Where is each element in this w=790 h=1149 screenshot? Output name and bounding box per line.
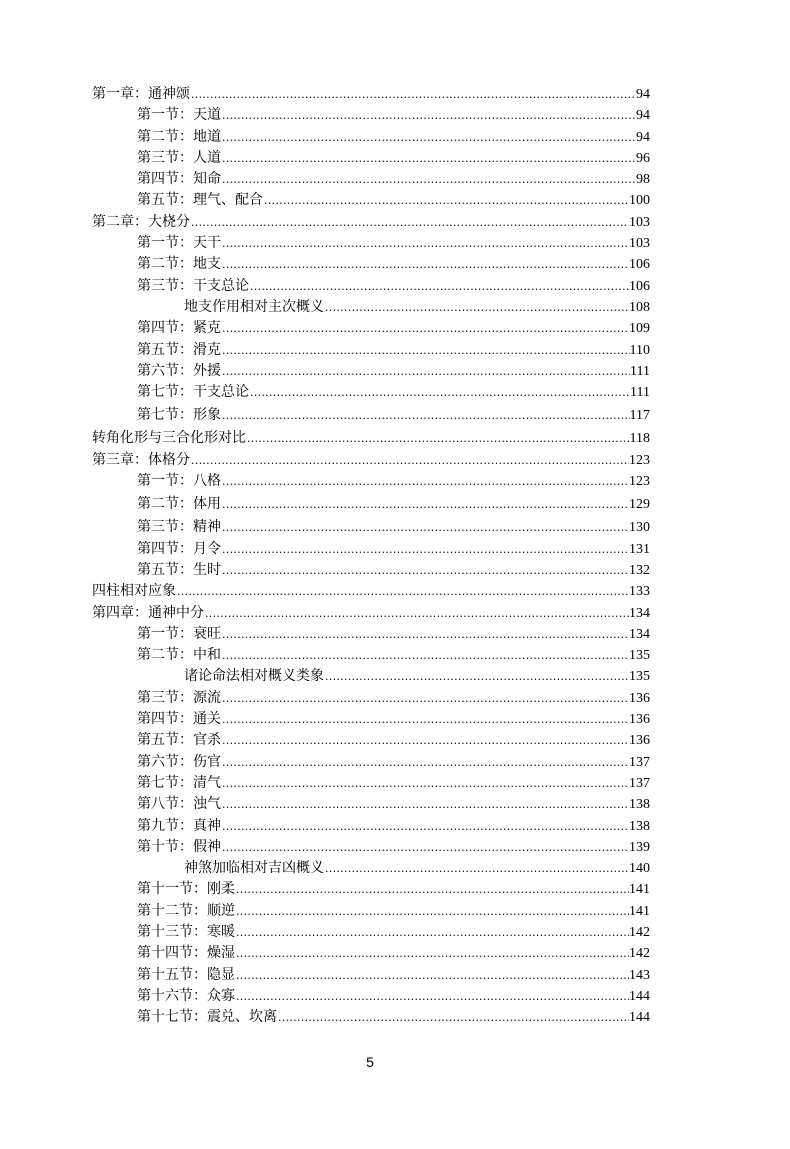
dot-leader <box>221 794 629 815</box>
toc-entry-page: 94 <box>636 87 650 102</box>
dot-leader <box>221 492 629 517</box>
toc-entry-page: 136 <box>629 733 650 749</box>
dot-leader <box>221 816 629 837</box>
toc-entry[interactable] <box>92 318 650 339</box>
dot-leader <box>246 428 630 449</box>
dot-leader <box>221 624 629 645</box>
toc-entry-title: 第三章：体格分 <box>92 451 190 468</box>
toc-entry-page: 96 <box>636 150 650 166</box>
toc-entry[interactable] <box>92 190 650 211</box>
toc-entry-page: 144 <box>629 1010 650 1026</box>
toc-entry-title: 第十节：假神 <box>137 838 221 855</box>
dot-leader <box>235 879 629 900</box>
toc-entry-title: 第二章：大桡分 <box>92 213 190 230</box>
dot-leader <box>221 340 630 361</box>
toc-entry-title: 第七节：形象 <box>137 407 221 424</box>
toc-entry-title: 第九节：真神 <box>137 817 221 834</box>
toc-entry[interactable] <box>92 858 650 879</box>
toc-entry-title: 第五节：理气、配合 <box>137 192 263 209</box>
toc-entry-title: 第二节：地支 <box>137 256 221 273</box>
toc-entry[interactable] <box>92 403 650 428</box>
toc-entry-title: 地支作用相对主次概义 <box>184 298 324 315</box>
toc-entry[interactable] <box>92 752 650 773</box>
toc-entry[interactable] <box>92 297 650 318</box>
toc-entry-page: 118 <box>629 431 650 447</box>
dot-leader <box>221 517 629 538</box>
dot-leader <box>221 105 636 126</box>
toc-entry-page: 134 <box>629 605 650 621</box>
toc-entry-title: 第五节：滑克 <box>137 341 221 358</box>
dot-leader <box>324 666 629 687</box>
toc-entry-page: 135 <box>629 669 650 685</box>
toc-entry[interactable] <box>92 837 650 858</box>
toc-entry-page: 142 <box>629 924 650 940</box>
toc-entry-page: 123 <box>629 474 650 490</box>
table-of-contents <box>92 84 650 1028</box>
dot-leader <box>221 688 629 709</box>
toc-entry[interactable] <box>92 624 650 645</box>
toc-entry-page: 138 <box>629 797 650 813</box>
toc-entry-title: 第一节：衰旺 <box>137 625 221 642</box>
toc-entry[interactable] <box>92 539 650 560</box>
toc-entry[interactable] <box>92 965 650 986</box>
toc-entry[interactable] <box>92 922 650 943</box>
toc-entry[interactable] <box>92 816 650 837</box>
dot-leader <box>324 297 629 318</box>
toc-entry-page: 138 <box>629 818 650 834</box>
toc-entry-page: 108 <box>629 299 650 315</box>
dot-leader <box>221 148 636 169</box>
dot-leader <box>190 212 629 233</box>
toc-entry-title: 第六节：外援 <box>137 362 221 379</box>
dot-leader <box>324 858 629 879</box>
toc-entry[interactable] <box>92 233 650 254</box>
toc-entry-title: 第四节：月令 <box>137 540 221 557</box>
toc-entry[interactable] <box>92 1007 650 1028</box>
toc-entry-title: 四柱相对应象 <box>92 583 176 600</box>
toc-entry-title: 第一章：通神颂 <box>92 86 190 102</box>
dot-leader <box>235 965 629 986</box>
toc-entry-page: 141 <box>629 903 650 919</box>
dot-leader <box>221 645 629 666</box>
dot-leader <box>221 254 629 275</box>
toc-entry-page: 103 <box>629 214 650 230</box>
dot-leader <box>221 403 630 428</box>
toc-entry-page: 117 <box>629 408 650 424</box>
toc-entry-page: 135 <box>629 648 650 664</box>
toc-entry[interactable] <box>92 471 650 492</box>
toc-entry-title: 神煞加临相对吉凶概义 <box>184 860 324 877</box>
page-number: 5 <box>366 1054 374 1070</box>
toc-entry-page: 94 <box>636 129 650 145</box>
toc-entry-page: 111 <box>630 385 650 401</box>
toc-entry[interactable] <box>92 581 650 602</box>
dot-leader <box>235 901 629 922</box>
dot-leader <box>221 560 629 581</box>
toc-entry-page: 98 <box>636 172 650 188</box>
toc-entry-page: 139 <box>629 839 650 855</box>
toc-entry-title: 第三节：人道 <box>137 149 221 166</box>
dot-leader <box>221 773 629 794</box>
toc-entry[interactable] <box>92 382 650 403</box>
toc-entry[interactable] <box>92 361 650 382</box>
dot-leader <box>221 730 629 751</box>
toc-entry[interactable] <box>92 450 650 471</box>
toc-entry-title: 第八节：浊气 <box>137 796 221 813</box>
toc-entry-page: 144 <box>629 988 650 1004</box>
toc-entry-page: 123 <box>629 452 650 468</box>
toc-entry-page: 136 <box>629 690 650 706</box>
toc-entry[interactable] <box>92 730 650 751</box>
toc-entry-title: 转角化形与三合化形对比 <box>92 430 246 447</box>
toc-entry-page: 100 <box>629 193 650 209</box>
toc-entry[interactable] <box>92 428 650 449</box>
toc-entry[interactable] <box>92 148 650 169</box>
dot-leader <box>221 837 629 858</box>
toc-entry-page: 143 <box>629 967 650 983</box>
toc-entry-page: 129 <box>629 497 650 513</box>
toc-entry[interactable] <box>92 901 650 922</box>
toc-entry-page: 106 <box>629 278 650 294</box>
toc-entry-title: 第六节：伤官 <box>137 753 221 770</box>
toc-entry-page: 134 <box>629 626 650 642</box>
toc-entry[interactable] <box>92 517 650 538</box>
dot-leader <box>190 450 629 471</box>
dot-leader <box>221 539 629 560</box>
dot-leader <box>221 127 636 148</box>
toc-entry[interactable] <box>92 127 650 148</box>
toc-entry[interactable] <box>92 645 650 666</box>
dot-leader <box>249 276 629 297</box>
toc-entry-page: 103 <box>629 236 650 252</box>
toc-entry-title: 第四章：通神中分 <box>92 604 204 621</box>
dot-leader <box>235 986 629 1007</box>
toc-entry-title: 第十四节：燥湿 <box>137 945 235 962</box>
toc-entry-page: 110 <box>629 342 650 358</box>
toc-entry-title: 第十一节：刚柔 <box>137 881 235 898</box>
toc-entry-title: 第十六节：众寡 <box>137 987 235 1004</box>
toc-entry-title: 第五节：官杀 <box>137 732 221 749</box>
dot-leader <box>221 361 630 382</box>
dot-leader <box>221 752 629 773</box>
toc-entry-page: 94 <box>636 108 650 124</box>
toc-entry[interactable] <box>92 169 650 190</box>
toc-entry[interactable] <box>92 794 650 815</box>
toc-entry-title: 第一节：八格 <box>137 473 221 490</box>
dot-leader <box>204 603 629 624</box>
toc-entry-page: 136 <box>629 712 650 728</box>
toc-entry-title: 第四节：知命 <box>137 171 221 188</box>
toc-entry-title: 第二节：体用 <box>137 496 221 513</box>
toc-entry[interactable] <box>92 603 650 624</box>
toc-entry-page: 109 <box>629 321 650 337</box>
toc-entry-title: 第一节：天干 <box>137 235 221 252</box>
toc-entry-title: 第四节：通关 <box>137 711 221 728</box>
toc-entry-title: 第三节：干支总论 <box>137 277 249 294</box>
dot-leader <box>221 233 629 254</box>
toc-entry-title: 第一节：天道 <box>137 107 221 124</box>
toc-entry-page: 133 <box>629 584 650 600</box>
toc-entry-title: 第十二节：顺逆 <box>137 902 235 919</box>
toc-entry-page: 132 <box>629 562 650 578</box>
toc-entry[interactable] <box>92 105 650 126</box>
toc-entry-title: 诸论命法相对概义类象 <box>184 668 324 685</box>
toc-entry-page: 140 <box>629 861 650 877</box>
toc-entry[interactable] <box>92 879 650 900</box>
toc-entry[interactable] <box>92 709 650 730</box>
toc-entry-title: 第十五节：隐显 <box>137 966 235 983</box>
toc-entry-title: 第三节：源流 <box>137 689 221 706</box>
toc-entry-title: 第二节：中和 <box>137 647 221 664</box>
toc-entry[interactable] <box>92 254 650 275</box>
toc-entry-page: 137 <box>629 775 650 791</box>
toc-entry[interactable] <box>92 492 650 517</box>
dot-leader <box>235 922 629 943</box>
toc-entry-title: 第七节：清气 <box>137 774 221 791</box>
toc-entry[interactable] <box>92 340 650 361</box>
toc-entry[interactable] <box>92 84 650 105</box>
toc-entry-page: 130 <box>629 520 650 536</box>
toc-entry[interactable] <box>92 986 650 1007</box>
toc-entry-title: 第四节：紧克 <box>137 320 221 337</box>
toc-entry[interactable] <box>92 688 650 709</box>
toc-entry-title: 第七节：干支总论 <box>137 384 249 401</box>
toc-entry-title: 第十三节：寒暖 <box>137 923 235 940</box>
dot-leader <box>277 1007 629 1028</box>
dot-leader <box>221 318 629 339</box>
dot-leader <box>221 471 629 492</box>
toc-entry[interactable] <box>92 560 650 581</box>
toc-entry-title: 第三节：精神 <box>137 519 221 536</box>
dot-leader <box>235 943 629 964</box>
toc-entry-page: 106 <box>629 257 650 273</box>
dot-leader <box>190 84 636 105</box>
toc-entry-page: 142 <box>629 946 650 962</box>
toc-entry[interactable] <box>92 212 650 233</box>
dot-leader <box>221 169 636 190</box>
toc-entry[interactable] <box>92 773 650 794</box>
toc-entry[interactable] <box>92 276 650 297</box>
dot-leader <box>221 709 629 730</box>
dot-leader <box>176 581 629 602</box>
dot-leader <box>249 382 630 403</box>
toc-entry-title: 第二节：地道 <box>137 128 221 145</box>
toc-entry[interactable] <box>92 666 650 687</box>
toc-entry-page: 131 <box>629 541 650 557</box>
toc-entry[interactable] <box>92 943 650 964</box>
toc-entry-page: 111 <box>630 363 650 379</box>
toc-entry-page: 141 <box>629 882 650 898</box>
toc-entry-page: 137 <box>629 754 650 770</box>
toc-entry-title: 第五节：生时 <box>137 561 221 578</box>
toc-entry-title: 第十七节：震兑、坎离 <box>137 1009 277 1026</box>
dot-leader <box>263 190 629 211</box>
